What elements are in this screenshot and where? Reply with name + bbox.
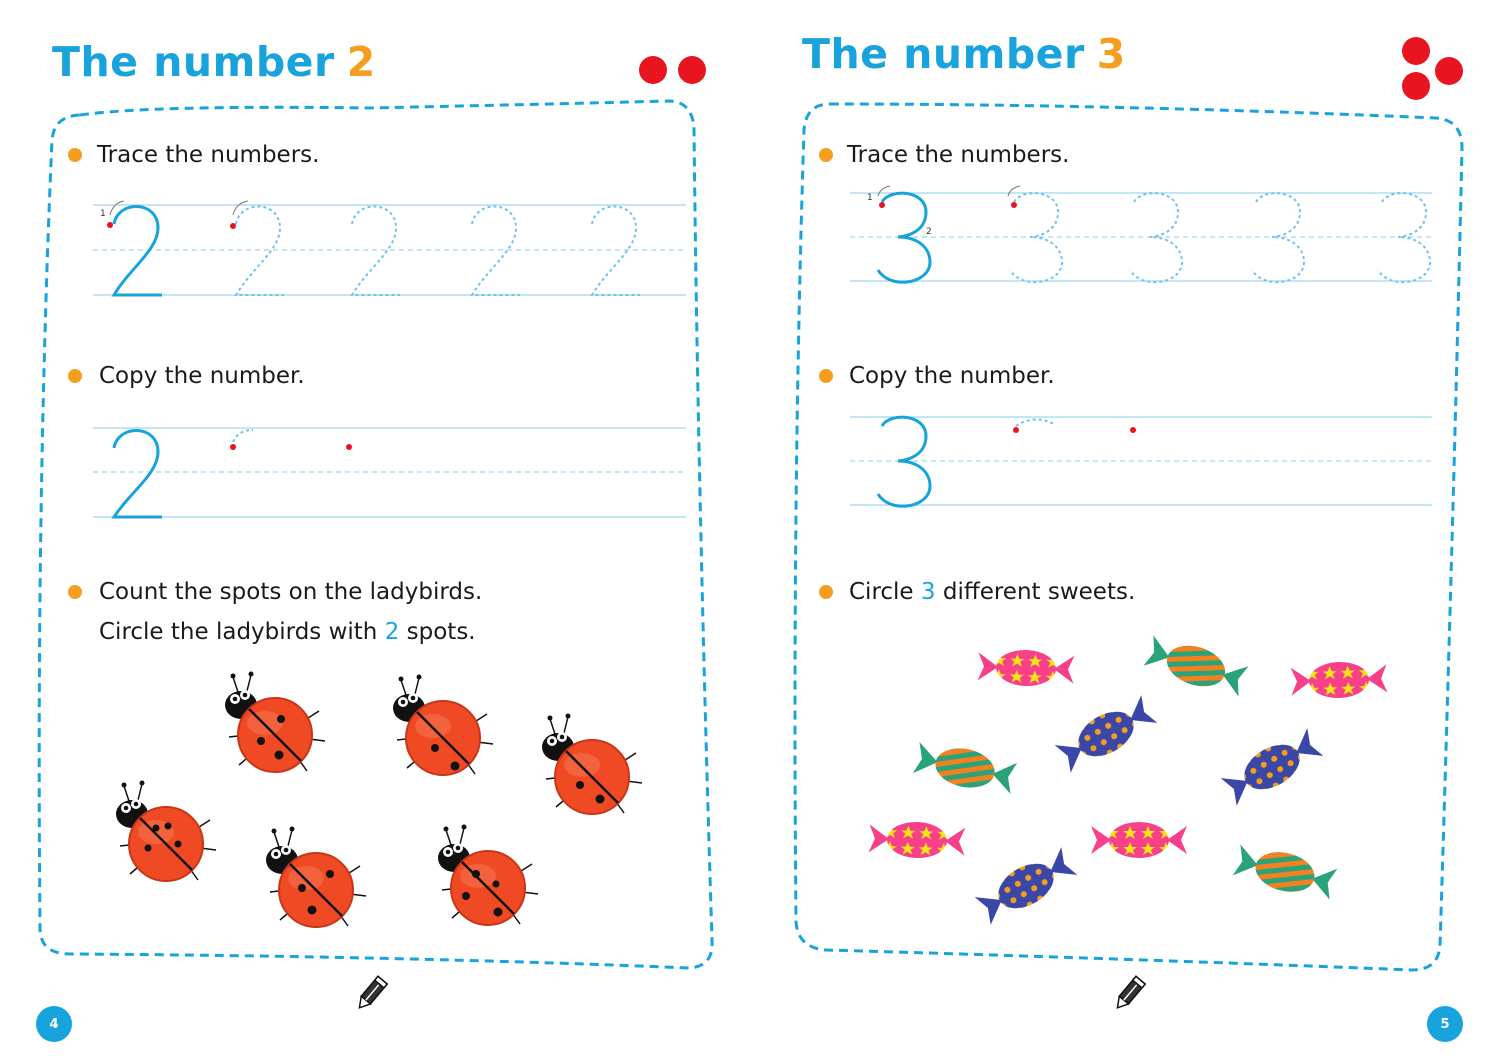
- title-text: The number: [802, 30, 1085, 78]
- pencil-icon: [354, 974, 388, 1014]
- instruction-count: Count the spots on the ladybirds.: [99, 579, 483, 605]
- ladybird-icon[interactable]: [542, 714, 642, 815]
- stroke-order-label: 1: [867, 193, 873, 203]
- highlight-number: 2: [384, 619, 400, 645]
- stroke-order-label: 2: [926, 227, 932, 237]
- sweets-group: [750, 0, 1500, 1061]
- sweet-icon[interactable]: [1091, 822, 1187, 858]
- title-number: 3: [1096, 30, 1126, 78]
- sweet-icon[interactable]: [1232, 841, 1338, 902]
- instr-text: Circle the ladybirds with: [99, 619, 385, 645]
- highlight-number: 3: [920, 579, 936, 605]
- sweet-icon[interactable]: [973, 845, 1079, 928]
- sweet-icon[interactable]: [1219, 726, 1325, 809]
- page-number: 4: [36, 1006, 72, 1042]
- instruction-copy: Copy the number.: [99, 363, 305, 389]
- page-number: 5: [1427, 1006, 1463, 1042]
- stroke-order-label: 1: [100, 209, 106, 219]
- instruction-trace: Trace the numbers.: [847, 142, 1070, 168]
- ladybird-icon[interactable]: [116, 781, 216, 882]
- ladybird-icon[interactable]: [266, 827, 366, 928]
- sweet-icon[interactable]: [912, 739, 1018, 797]
- instruction-trace: Trace the numbers.: [97, 142, 320, 168]
- title-text: The number: [52, 38, 335, 86]
- instr-text: different sweets.: [935, 579, 1136, 605]
- sweet-icon[interactable]: [1053, 693, 1159, 776]
- sweet-icon[interactable]: [868, 820, 965, 859]
- instr-text: spots.: [399, 619, 476, 645]
- pencil-icon: [1112, 974, 1146, 1014]
- sweet-icon[interactable]: [1290, 660, 1387, 699]
- sweet-icon[interactable]: [977, 648, 1074, 687]
- instruction-copy: Copy the number.: [849, 363, 1055, 389]
- sweet-icon[interactable]: [1143, 632, 1250, 699]
- ladybird-icon[interactable]: [438, 825, 538, 926]
- title-number: 2: [346, 38, 376, 86]
- ladybird-icon[interactable]: [393, 675, 493, 776]
- ladybird-icon[interactable]: [225, 672, 325, 773]
- right-page: [750, 0, 1500, 1061]
- instr-text: Circle: [849, 579, 921, 605]
